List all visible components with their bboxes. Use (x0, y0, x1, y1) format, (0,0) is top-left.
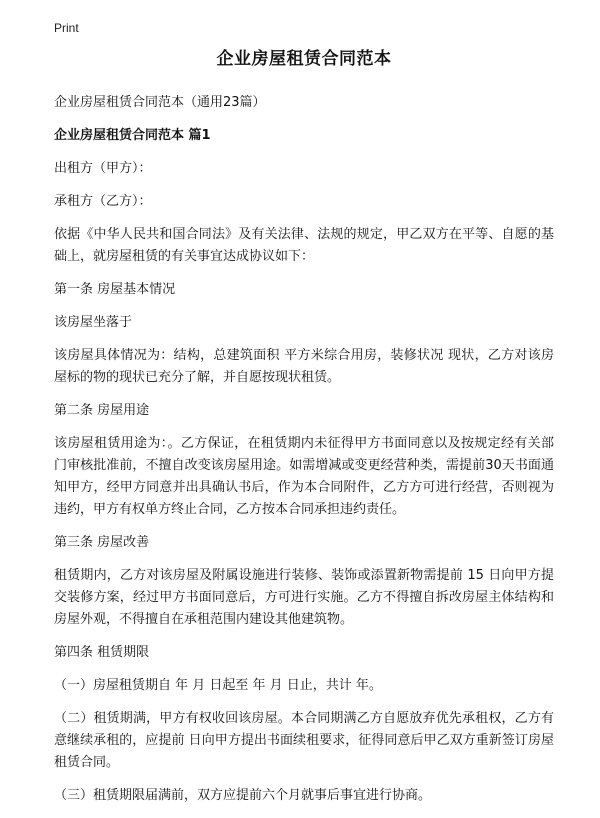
article-2-heading: 第二条 房屋用途 (54, 403, 150, 418)
section-heading: 企业房屋租赁合同范本 篇1 (54, 128, 211, 143)
property-use-paragraph: 该房屋租赁用途为：。乙方保证，在租赁期内未征得甲方书面同意以及按规定经有关部门审核批准前，不擅自改变该房屋用途。如需增减或变更经营种类，需提前30天书面通知甲方，经甲方同意并出具确认书后，作为本合同附件，乙方方可进行经营，否则视为违约，甲方有权单方终止合同，乙方按本合同承担违约责任。 (54, 436, 554, 517)
lessor-line: 出租方（甲方）： (54, 161, 152, 176)
property-location: 该房屋坐落于 (54, 315, 133, 330)
print-link[interactable]: Print (54, 21, 79, 35)
document-title: 企业房屋租赁合同范本 (216, 49, 392, 69)
property-details: 该房屋具体情况为：结构，总建筑面积 平方米综合用房，装修状况 现状，乙方对该房屋标的物的现状已充分了解，并自愿按现状租赁。 (54, 348, 554, 385)
lease-term-clause-1: （一）房屋租赁期自 年 月 日起至 年 月 日止，共计 年。 (54, 678, 382, 693)
preamble-paragraph: 依据《中华人民共和国合同法》及有关法律、法规的规定，甲乙双方在平等、自愿的基础上，就房屋租赁的有关事宜达成协议如下： (54, 227, 554, 264)
document-body (54, 48, 554, 818)
lease-term-clause-2: （二）租赁期满，甲方有权收回该房屋。本合同期满乙方自愿放弃优先承租权，乙方有意继续承租的，应提前 日向甲方提出书面续租要求，征得同意后甲乙双方重新签订房屋租赁合同。 (54, 711, 554, 770)
article-3-heading: 第三条 房屋改善 (54, 535, 150, 550)
lease-term-clause-3: （三）租赁期限届满前，双方应提前六个月就事后事宜进行协商。 (54, 788, 432, 803)
document-subtitle: 企业房屋租赁合同范本（通用23篇） (54, 95, 266, 110)
lessee-line: 承租方（乙方）： (54, 194, 152, 209)
article-4-heading: 第四条 租赁期限 (54, 645, 150, 660)
improvement-paragraph: 租赁期内，乙方对该房屋及附属设施进行装修、装饰或添置新物需提前 15 日向甲方提交装修方案，经过甲方书面同意后，方可进行实施。乙方不得擅自拆改房屋主体结构和房屋外观，不得擅自在承租范围内建设其他建筑物。 (54, 568, 554, 627)
article-1-heading: 第一条 房屋基本情况 (54, 282, 176, 297)
